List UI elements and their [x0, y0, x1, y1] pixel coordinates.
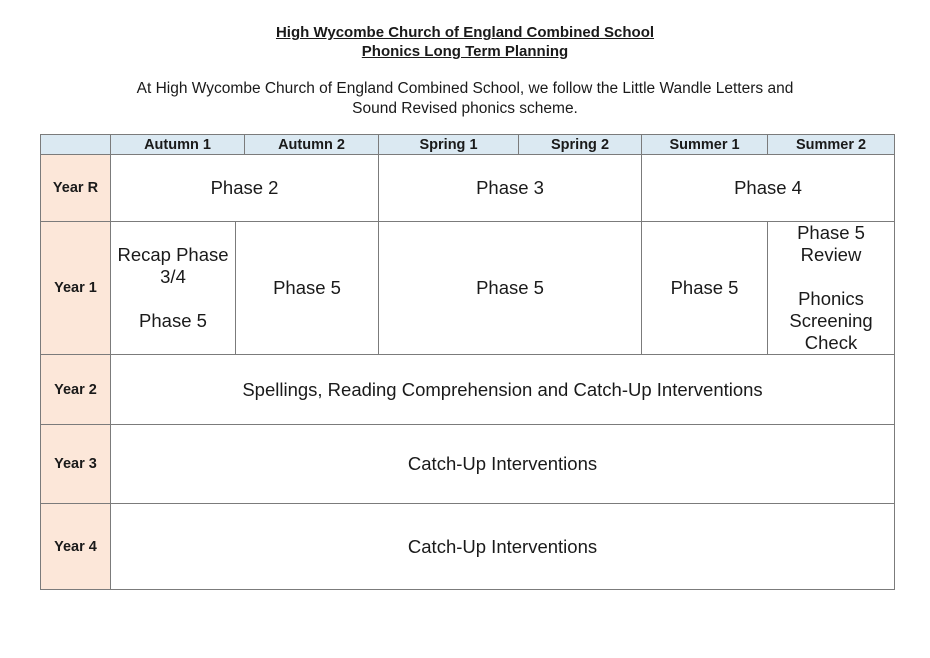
col-header-summer-2: Summer 2 — [768, 135, 895, 155]
table-row — [41, 425, 895, 504]
intro-paragraph — [100, 79, 830, 119]
col-header-spring-1: Spring 1 — [379, 135, 519, 155]
table-row — [41, 222, 895, 355]
cell-year-r-summer: Phase 4 — [642, 155, 895, 222]
planning-table — [40, 134, 895, 590]
header-corner — [41, 135, 111, 155]
col-header-summer-1: Summer 1 — [642, 135, 768, 155]
summer2-line-2: Review — [800, 244, 862, 265]
cell-year-1-autumn-1 — [111, 222, 236, 355]
summer2-line-4: Screening — [789, 310, 873, 331]
col-header-autumn-2: Autumn 2 — [245, 135, 379, 155]
table-row — [41, 504, 895, 590]
row-label-year-4: Year 4 — [41, 504, 111, 590]
header-row — [41, 135, 895, 155]
col-header-spring-2: Spring 2 — [519, 135, 642, 155]
intro-line-1: At High Wycombe Church of England Combined School, we follow the Little Wandle Letters and — [136, 80, 794, 97]
row-label-year-2: Year 2 — [41, 355, 111, 425]
cell-year-1-summer-1: Phase 5 — [642, 222, 768, 355]
cell-year-r-autumn: Phase 2 — [111, 155, 379, 222]
cell-year-1-autumn-2: Phase 5 — [236, 222, 379, 355]
summer2-line-5: Check — [804, 332, 858, 353]
document-title: Phonics Long Term Planning — [361, 43, 569, 60]
summer2-line-3: Phonics — [798, 288, 864, 309]
table-row — [41, 355, 895, 425]
intro-line-2: Sound Revised phonics scheme. — [352, 100, 578, 117]
cell-year-r-spring: Phase 3 — [379, 155, 642, 222]
row-label-year-1: Year 1 — [41, 222, 111, 355]
col-header-autumn-1: Autumn 1 — [111, 135, 245, 155]
recap-line-1: Recap Phase — [117, 244, 229, 265]
cell-year-1-summer-2 — [768, 222, 895, 355]
row-label-year-3: Year 3 — [41, 425, 111, 504]
cell-year-2: Spellings, Reading Comprehension and Catch-Up Interventions — [111, 355, 895, 425]
table-row — [41, 155, 895, 222]
row-label-year-r: Year R — [41, 155, 111, 222]
cell-year-4: Catch-Up Interventions — [111, 504, 895, 590]
cell-year-3: Catch-Up Interventions — [111, 425, 895, 504]
school-name: High Wycombe Church of England Combined School — [275, 24, 655, 41]
recap-line-2: 3/4 — [160, 266, 186, 287]
cell-year-1-spring: Phase 5 — [379, 222, 642, 355]
summer2-line-1: Phase 5 — [797, 222, 865, 243]
recap-line-3: Phase 5 — [139, 310, 207, 331]
